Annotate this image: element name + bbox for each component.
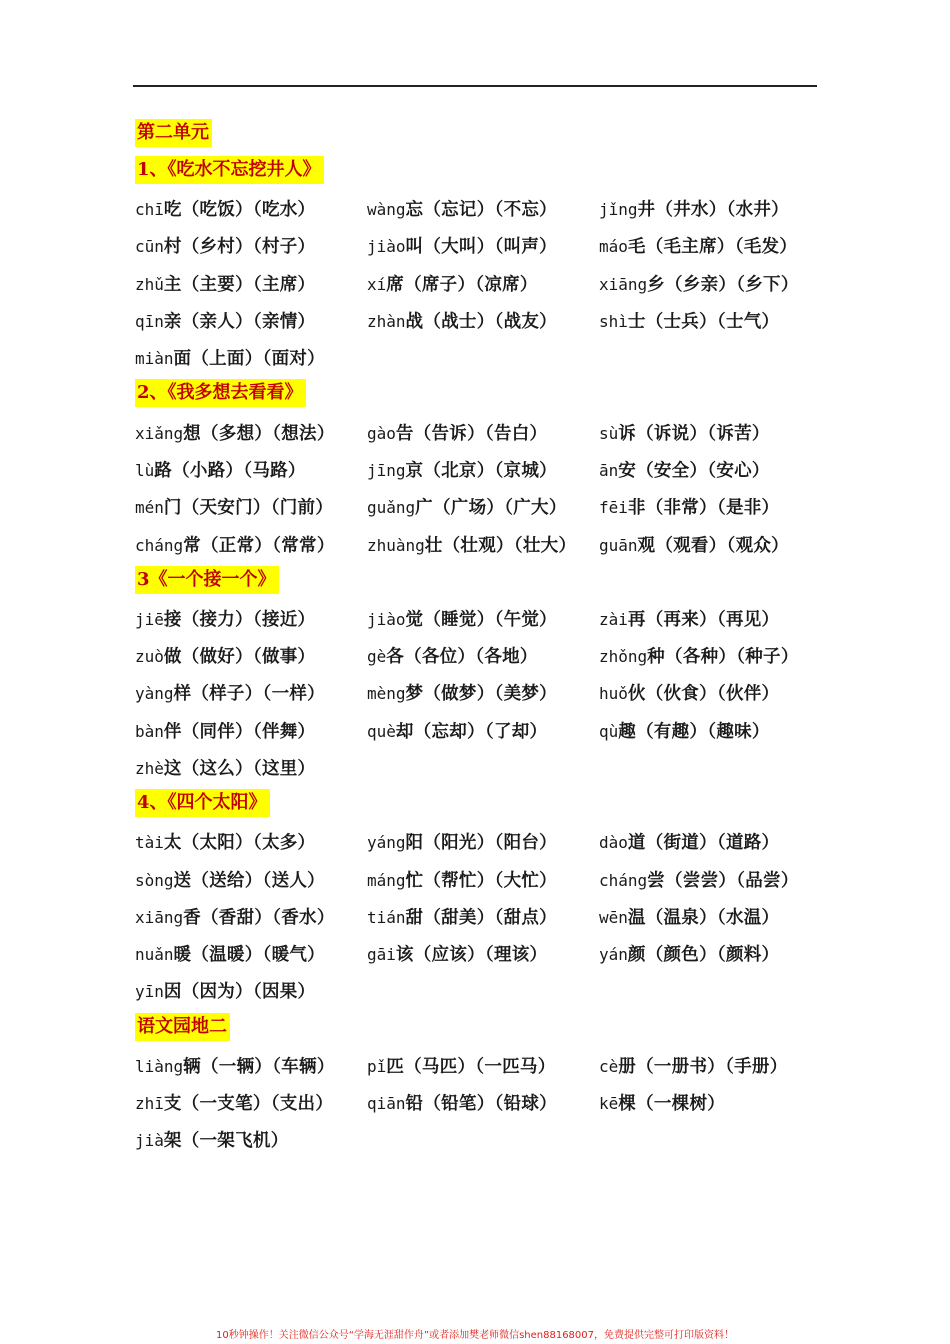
vocab-entry xyxy=(135,755,367,780)
character-words: 常（正常）（常常） xyxy=(183,535,335,556)
character-words: 颜（颜色）（颜料） xyxy=(627,945,780,966)
vocab-entry xyxy=(367,941,599,966)
pinyin: cè xyxy=(599,1056,619,1076)
character-words: 辆（一辆）（车辆） xyxy=(183,1056,335,1077)
vocab-entry xyxy=(599,643,825,668)
vocab-row xyxy=(135,823,825,860)
character-words: 亲（亲人）（亲情） xyxy=(163,312,316,333)
character-words: 该（应该）（理该） xyxy=(395,945,548,966)
vocab-entry xyxy=(367,718,599,743)
character-words: 做（做好）（做事） xyxy=(163,647,316,668)
pinyin: shì xyxy=(599,312,628,332)
lesson-title: 4、《四个太阳》 xyxy=(135,789,270,817)
pinyin: jīng xyxy=(367,460,406,480)
pinyin: chī xyxy=(135,200,164,220)
vocab-entry xyxy=(135,904,367,929)
vocab-entry xyxy=(367,457,599,482)
character-words: 井（井水）（水井） xyxy=(637,200,789,221)
character-words: 各（各位）（各地） xyxy=(386,647,538,668)
pinyin: qiān xyxy=(367,1094,406,1114)
vocab-row xyxy=(135,339,825,376)
vocab-entry xyxy=(135,1127,367,1152)
pinyin: tài xyxy=(135,833,164,853)
pinyin: zài xyxy=(599,609,628,629)
pinyin: máng xyxy=(367,870,406,890)
pinyin: cūn xyxy=(135,237,164,257)
pinyin: kē xyxy=(599,1094,619,1114)
vocab-entry xyxy=(367,196,599,221)
lesson-section xyxy=(135,563,825,786)
character-words: 门（天安门）（门前） xyxy=(163,498,334,519)
character-words: 尝（尝尝）（品尝） xyxy=(647,870,799,891)
character-words: 趣（有趣）（趣味） xyxy=(618,721,770,742)
pinyin: wàng xyxy=(367,200,406,220)
character-words: 乡（乡亲）（乡下） xyxy=(647,274,799,295)
vocab-entry xyxy=(367,867,599,892)
character-words: 战（战士）（战友） xyxy=(405,312,557,333)
pinyin: cháng xyxy=(599,870,648,890)
character-words: 道（街道）（道路） xyxy=(627,833,780,854)
vocab-row xyxy=(135,1084,825,1121)
character-words: 温（温泉）（水温） xyxy=(627,907,780,928)
vocab-entry xyxy=(135,978,367,1003)
vocab-row xyxy=(135,1047,825,1084)
character-words: 匹（马匹）（一匹马） xyxy=(386,1056,556,1077)
vocab-entry xyxy=(135,680,367,705)
vocab-entry xyxy=(367,904,599,929)
pinyin: zhuàng xyxy=(367,535,425,555)
unit-title: 第二单元 xyxy=(135,119,212,147)
vocab-entry xyxy=(367,1053,599,1078)
pinyin: bàn xyxy=(135,721,164,741)
pinyin: yán xyxy=(599,945,628,965)
character-words: 伴（同伴）（伴舞） xyxy=(163,721,316,742)
pinyin: xiāng xyxy=(599,274,648,294)
vocab-entry xyxy=(135,643,367,668)
pinyin: guǎng xyxy=(367,498,416,518)
vocab-entry xyxy=(135,1090,367,1115)
vocab-entry xyxy=(135,718,367,743)
vocab-entry xyxy=(135,196,367,221)
pinyin: guān xyxy=(599,535,638,555)
vocab-row xyxy=(135,190,825,227)
pinyin: ān xyxy=(599,460,619,480)
pinyin: gào xyxy=(367,423,396,443)
vocab-entry xyxy=(599,1053,825,1078)
vocab-entry xyxy=(367,271,599,296)
vocab-entry xyxy=(135,532,367,557)
pinyin: fēi xyxy=(599,498,628,518)
vocab-entry xyxy=(135,1053,367,1078)
character-words: 士（士兵）（士气） xyxy=(627,312,780,333)
vocab-entry xyxy=(599,196,825,221)
pinyin: lù xyxy=(135,460,155,480)
vocab-entry xyxy=(135,457,367,482)
character-words: 面（上面）（面对） xyxy=(173,349,325,370)
pinyin: zhàn xyxy=(367,312,406,332)
character-words: 忘（忘记）（不忘） xyxy=(405,200,557,221)
pinyin: zhǔ xyxy=(135,274,164,294)
pinyin: xí xyxy=(367,274,387,294)
pinyin: mèng xyxy=(367,684,406,704)
character-words: 告（告诉）（告白） xyxy=(395,423,548,444)
vocab-entry xyxy=(599,680,825,705)
character-words: 广（广场）（广大） xyxy=(415,498,567,519)
character-words: 接（接力）（接近） xyxy=(163,609,316,630)
vocab-entry xyxy=(599,829,825,854)
character-words: 再（再来）（再见） xyxy=(627,609,780,630)
pinyin: nuǎn xyxy=(135,945,174,965)
character-words: 送（送给）（送人） xyxy=(173,870,325,891)
vocab-row xyxy=(135,860,825,897)
character-words: 种（各种）（种子） xyxy=(647,647,799,668)
character-words: 京（北京）（京城） xyxy=(405,460,557,481)
pinyin: qù xyxy=(599,721,619,741)
pinyin: huǒ xyxy=(599,684,628,704)
pinyin: miàn xyxy=(135,349,174,369)
character-words: 壮（壮观）（壮大） xyxy=(424,535,577,556)
vocab-row xyxy=(135,600,825,637)
vocab-entry xyxy=(599,1090,825,1115)
pinyin: yàng xyxy=(135,684,174,704)
lesson-section xyxy=(135,376,825,562)
pinyin: jià xyxy=(135,1131,164,1151)
character-words: 因（因为）（因果） xyxy=(163,982,316,1003)
vocab-entry xyxy=(135,420,367,445)
pinyin: sù xyxy=(599,423,619,443)
vocab-row xyxy=(135,637,825,674)
pinyin: wēn xyxy=(599,907,628,927)
vocab-entry xyxy=(599,271,825,296)
pinyin: sòng xyxy=(135,870,174,890)
lesson-title: 1、《吃水不忘挖井人》 xyxy=(135,156,324,184)
pinyin: jiē xyxy=(135,609,164,629)
pinyin: zhè xyxy=(135,759,164,778)
vocab-entry xyxy=(367,532,599,557)
character-words: 伙（伙食）（伙伴） xyxy=(627,684,780,705)
vocab-entry xyxy=(599,308,825,333)
character-words: 觉（睡觉）（午觉） xyxy=(405,609,557,630)
character-words: 支（一支笔）（支出） xyxy=(163,1094,334,1115)
vocab-entry xyxy=(367,829,599,854)
vocab-row xyxy=(135,413,825,450)
pinyin: yáng xyxy=(367,833,406,853)
pinyin: máo xyxy=(599,237,628,257)
vocab-entry xyxy=(135,271,367,296)
vocab-entry xyxy=(599,532,825,557)
pinyin: yīn xyxy=(135,982,164,1002)
vocab-entry xyxy=(135,345,367,370)
pinyin: jiào xyxy=(367,609,406,629)
lesson-sections xyxy=(135,153,825,1159)
character-words: 甜（甜美）（甜点） xyxy=(405,907,557,928)
pinyin: liàng xyxy=(135,1056,184,1076)
footer-notice: 10秒钟操作！关注微信公众号“学海无涯甜作舟”或者添加樊老师微信shen88168007，免费提供完整可打印版资料！ xyxy=(215,1330,735,1341)
vocab-entry xyxy=(367,643,599,668)
pinyin: gè xyxy=(367,647,387,667)
vocab-row xyxy=(135,935,825,972)
vocab-entry xyxy=(367,1090,599,1115)
vocab-row xyxy=(135,674,825,711)
vocab-row xyxy=(135,302,825,339)
character-words: 毛（毛主席）（毛发） xyxy=(627,237,798,258)
vocab-entry xyxy=(135,308,367,333)
vocab-entry xyxy=(135,233,367,258)
character-words: 香（香甜）（香水） xyxy=(183,907,335,928)
vocab-entry xyxy=(367,233,599,258)
vocab-entry xyxy=(599,718,825,743)
vocab-row xyxy=(135,525,825,562)
pinyin: dào xyxy=(599,833,628,853)
character-words: 册（一册书）（手册） xyxy=(618,1056,788,1077)
vocab-entry xyxy=(135,941,367,966)
top-rule xyxy=(133,85,817,87)
character-words: 这（这么）（这里） xyxy=(163,759,316,779)
character-words: 叫（大叫）（叫声） xyxy=(405,237,557,258)
vocab-entry xyxy=(367,680,599,705)
character-words: 吃（吃饭）（吃水） xyxy=(163,200,316,221)
character-words: 棵（一棵树） xyxy=(618,1094,726,1115)
document-body xyxy=(135,115,825,1159)
pinyin: zhī xyxy=(135,1094,164,1114)
vocab-row xyxy=(135,488,825,525)
vocab-row xyxy=(135,972,825,1009)
pinyin: qīn xyxy=(135,312,164,332)
vocab-entry xyxy=(135,867,367,892)
vocab-entry xyxy=(599,606,825,631)
vocab-entry xyxy=(367,420,599,445)
vocab-row xyxy=(135,451,825,488)
vocab-entry xyxy=(599,904,825,929)
pinyin: pǐ xyxy=(367,1056,387,1076)
pinyin: jǐng xyxy=(599,200,638,220)
vocab-entry xyxy=(135,606,367,631)
vocab-entry xyxy=(599,233,825,258)
character-words: 路（小路）（马路） xyxy=(154,460,306,481)
lesson-section xyxy=(135,153,825,376)
pinyin: què xyxy=(367,721,396,741)
pinyin: jiào xyxy=(367,237,406,257)
pinyin: gāi xyxy=(367,945,396,965)
pinyin: zhǒng xyxy=(599,647,648,667)
lesson-section xyxy=(135,786,825,1009)
vocab-row xyxy=(135,227,825,264)
vocab-entry xyxy=(367,606,599,631)
lesson-title: 2、《我多想去看看》 xyxy=(135,379,306,407)
pinyin: tián xyxy=(367,907,406,927)
character-words: 梦（做梦）（美梦） xyxy=(405,684,557,705)
character-words: 村（乡村）（村子） xyxy=(163,237,316,258)
lesson-title: 语文园地二 xyxy=(135,1013,230,1041)
pinyin: xiāng xyxy=(135,907,184,927)
lesson-title: 3《一个接一个》 xyxy=(135,566,279,594)
character-words: 忙（帮忙）（大忙） xyxy=(405,870,557,891)
vocab-entry xyxy=(599,420,825,445)
vocab-entry xyxy=(367,494,599,519)
vocab-row xyxy=(135,749,825,786)
vocab-entry xyxy=(599,494,825,519)
character-words: 观（观看）（观众） xyxy=(637,535,789,556)
character-words: 铅（铅笔）（铅球） xyxy=(405,1094,557,1115)
character-words: 非（非常）（是非） xyxy=(627,498,780,519)
character-words: 安（安全）（安心） xyxy=(618,460,770,481)
vocab-entry xyxy=(599,457,825,482)
character-words: 样（样子）（一样） xyxy=(173,684,325,705)
vocab-row xyxy=(135,265,825,302)
vocab-row xyxy=(135,712,825,749)
character-words: 主（主要）（主席） xyxy=(163,274,316,295)
character-words: 阳（阳光）（阳台） xyxy=(405,833,557,854)
vocab-entry xyxy=(599,867,825,892)
lesson-section xyxy=(135,1010,825,1159)
character-words: 架（一架飞机） xyxy=(163,1131,289,1152)
vocab-entry xyxy=(367,308,599,333)
character-words: 席（席子）（凉席） xyxy=(386,274,538,295)
vocab-entry xyxy=(135,494,367,519)
pinyin: zuò xyxy=(135,647,164,667)
character-words: 想（多想）（想法） xyxy=(183,423,335,444)
character-words: 暖（温暖）（暖气） xyxy=(173,945,325,966)
character-words: 却（忘却）（了却） xyxy=(395,721,548,742)
pinyin: xiǎng xyxy=(135,423,184,443)
pinyin: cháng xyxy=(135,535,184,555)
vocab-row xyxy=(135,1121,825,1158)
vocab-entry xyxy=(135,829,367,854)
character-words: 诉（诉说）（诉苦） xyxy=(618,423,770,444)
character-words: 太（太阳）（太多） xyxy=(163,833,316,854)
vocab-entry xyxy=(599,941,825,966)
vocab-row xyxy=(135,898,825,935)
pinyin: mén xyxy=(135,498,164,518)
